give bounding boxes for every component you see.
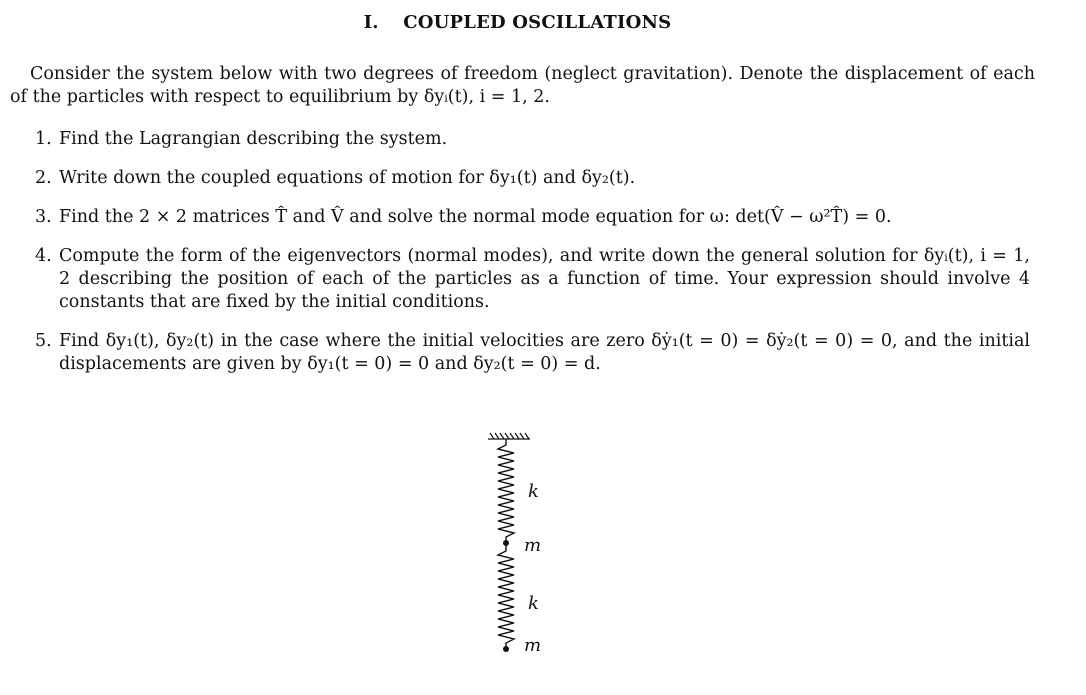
- problem-text: Compute the form of the eigenvectors (normal modes), and write down the general solution for δyᵢ(t), i = 1, 2 describing the position of each of the particles as a function of time. Your expression should involve 4 constants that are fixed by the initial conditions.: [59, 246, 1030, 312]
- problem-text: Find δy₁(t), δy₂(t) in the case where the initial velocities are zero δẏ₁(t = 0) = δẏ₂(t = 0) = 0, and the initial displacements are given by δy₁(t = 0) = 0 and δy₂(t = 0) = d.: [59, 331, 1030, 374]
- problem-index: 1.: [35, 129, 52, 149]
- problem-text: Find the Lagrangian describing the system.: [59, 129, 448, 149]
- problem-item-1: [35, 128, 1030, 151]
- problem-index: 2.: [35, 168, 52, 188]
- problem-index: 5.: [35, 331, 52, 351]
- section-heading: [0, 12, 1035, 33]
- problem-text: Write down the coupled equations of motion for δy₁(t) and δy₂(t).: [59, 168, 636, 188]
- problem-index: 4.: [35, 246, 52, 266]
- mass-1-label: m: [524, 535, 542, 556]
- problem-text: Find the 2 × 2 matrices T̂ and V̂ and solve the normal mode equation for ω: det(V̂ − ω²T̂) = 0.: [59, 207, 892, 227]
- problem-list: [35, 128, 1030, 392]
- problem-index: 3.: [35, 207, 52, 227]
- problem-item-2: [35, 167, 1030, 190]
- problem-item-4: [35, 245, 1030, 314]
- mass-2: [503, 646, 509, 652]
- upper-spring: [498, 439, 514, 541]
- problem-item-5: [35, 330, 1030, 376]
- spring-mass-diagram: [470, 425, 590, 685]
- spring-1-label: k: [528, 481, 539, 502]
- lower-spring: [498, 545, 514, 647]
- spring-2-label: k: [528, 593, 539, 614]
- ceiling-support: [488, 433, 530, 439]
- section-title: COUPLED OSCILLATIONS: [403, 12, 672, 33]
- mass-2-label: m: [524, 635, 542, 656]
- problem-item-3: [35, 206, 1030, 229]
- section-number: I.: [363, 12, 379, 33]
- intro-paragraph: Consider the system below with two degrees of freedom (neglect gravitation). Denote the displacement of each of the particles with respect to equilibrium by δyᵢ(t), i = 1, 2.: [10, 64, 1035, 107]
